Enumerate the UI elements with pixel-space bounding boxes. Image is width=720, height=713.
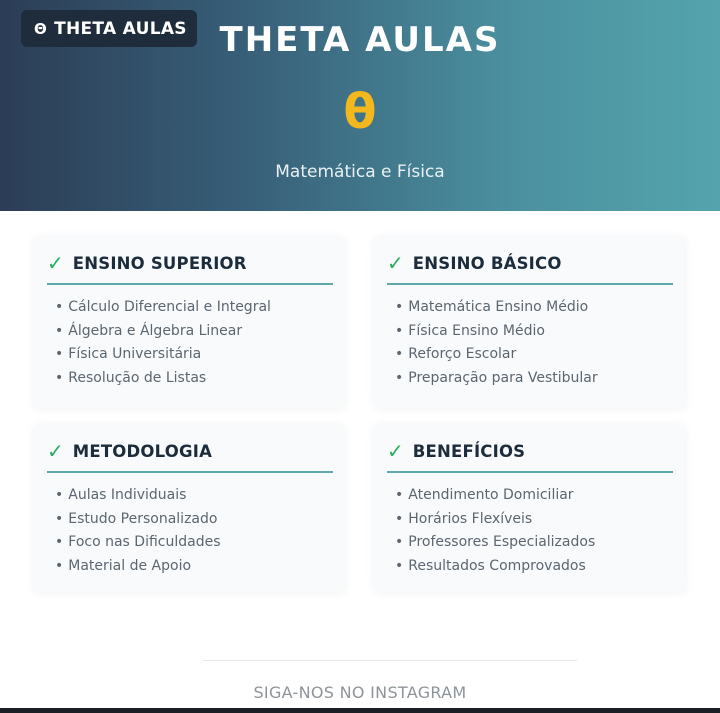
card-list: [395, 484, 595, 578]
list-item: • Resultados Comprovados: [395, 557, 586, 574]
card-ensino-basico: [374, 236, 685, 408]
card-metodologia: [34, 424, 345, 592]
card-ensino-superior: [34, 236, 345, 408]
list-item: • Aulas Individuais: [55, 487, 187, 503]
card-header: [47, 440, 333, 473]
list-item: • Álgebra e Álgebra Linear: [55, 322, 243, 339]
card-header: [387, 252, 673, 285]
list-item: • Horários Flexíveis: [395, 510, 533, 527]
card-title: METODOLOGIA: [72, 442, 213, 461]
header-banner: [0, 0, 720, 211]
card-title: ENSINO SUPERIOR: [72, 254, 247, 273]
check-icon: ✓: [387, 439, 404, 463]
list-item: • Material de Apoio: [55, 557, 192, 574]
list-item: • Física Universitária: [55, 346, 202, 362]
check-icon: ✓: [47, 251, 64, 275]
card-title: ENSINO BÁSICO: [412, 254, 562, 273]
card-title: BENEFÍCIOS: [412, 442, 526, 461]
card-beneficios: [374, 424, 685, 592]
theta-icon: Θ: [34, 19, 48, 38]
card-list: [395, 296, 598, 390]
check-icon: ✓: [387, 251, 404, 275]
bottom-edge: [0, 708, 720, 713]
page-title: THETA AULAS: [219, 20, 501, 60]
list-item: • Professores Especializados: [395, 534, 596, 550]
instagram-link[interactable]: SIGA-NOS NO INSTAGRAM: [253, 683, 467, 702]
list-item: • Resolução de Listas: [55, 369, 207, 386]
footer-divider: [203, 660, 577, 661]
list-item: • Física Ensino Médio: [395, 322, 545, 339]
brand-badge-label: THETA AULAS: [54, 18, 187, 39]
list-item: • Preparação para Vestibular: [395, 369, 598, 386]
card-list: [55, 296, 271, 390]
card-header: [387, 440, 673, 473]
list-item: • Estudo Personalizado: [55, 510, 218, 527]
card-list: [55, 484, 221, 578]
list-item: • Cálculo Diferencial e Integral: [55, 299, 271, 315]
list-item: • Reforço Escolar: [395, 346, 517, 362]
card-header: [47, 252, 333, 285]
page-subtitle: Matemática e Física: [275, 162, 445, 182]
check-icon: ✓: [47, 439, 64, 463]
list-item: • Foco nas Dificuldades: [55, 534, 221, 550]
list-item: • Atendimento Domiciliar: [395, 487, 574, 503]
list-item: • Matemática Ensino Médio: [395, 299, 589, 315]
theta-symbol-icon: θ: [343, 84, 377, 140]
